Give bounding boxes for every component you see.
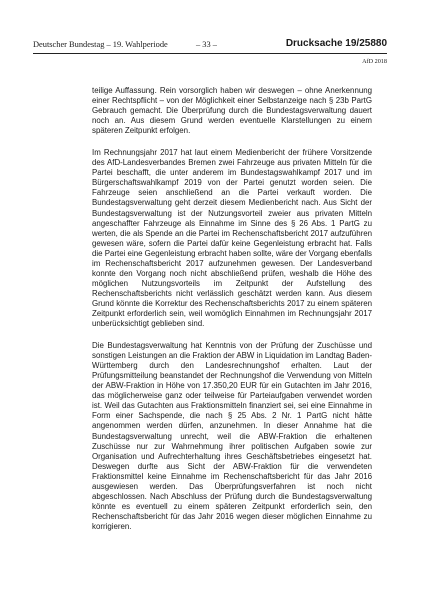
party-year-mark: AfD 2018 [362, 58, 387, 65]
page-number: – 33 – [196, 40, 217, 49]
paragraph: teilige Auffassung. Rein vorsorglich haben wir deswegen – ohne Anerkennung einer Rechtspflicht – von der Möglichkeit einer Selbstanzeige nach § 23b PartG Gebrauch gemacht. Die Überprüfung durch die Bundestagsverwaltung dauert noch an. Aus diesem Grund werden eventuelle Klarstellungen zu einem späteren Zeitpunkt erfolgen. [92, 86, 372, 136]
body-text [92, 86, 372, 544]
paragraph: Im Rechnungsjahr 2017 hat laut einem Medienbericht der frühere Vorsitzende des AfD-Landesverbandes Bremen zwei Fahrzeuge aus privaten Mitteln für die Partei beschafft, die unter anderem im Bundestagswahlkampf 2017 und im Bürgerschaftswahlkampf 2019 von der Partei genutzt worden seien. Die Fahrzeuge seien anschließend an die Partei verkauft worden. Die Bundestagsverwaltung geht derzeit diesem Medienbericht nach. Aus Sicht der Bundestagsverwaltung ist der Nutzungsvorteil zweier aus privaten Mitteln angeschaffter Fahrzeuge als Einnahme im Sinne des § 26 Abs. 1 PartG zu werten, die als Spende an die Partei im Rechenschaftsbericht 2017 aufzuführen gewesen wäre, sofern die Partei dafür keine Gegenleistung erbracht hat. Falls die Partei eine Gegenleistung erbracht haben sollte, wäre der Vorgang ebenfalls im Rechenschaftsbericht 2017 aufzunehmen gewesen. Der Landesverband konnte den Vorgang noch nicht abschließend prüfen, weshalb die Höhe des möglichen Nutzungsvorteils im Zeitpunkt der Aufstellung des Rechenschaftsberichts nicht verlässlich geschätzt werden kann. Aus diesem Grund könnte die Korrektur des Rechenschaftsberichts 2017 zu einem späteren Zeitpunkt erforderlich sein, weil womöglich Einnahmen im Rechnungsjahr 2017 unberücksichtigt geblieben sind. [92, 148, 372, 329]
document-number: Drucksache 19/25880 [285, 38, 387, 49]
header-publication: Deutscher Bundestag – 19. Wahlperiode [33, 40, 168, 49]
header-divider [33, 53, 387, 54]
paragraph: Die Bundestagsverwaltung hat Kenntnis von der Prüfung der Zuschüsse und sonstigen Leistungen an die Fraktion der ABW in Liquidation im Landtag Baden-Württemberg durch den Landesrechnungshof erhalten. Laut der Prüfungsmitteilung beanstandet der Rechnungshof die Verwendung von Mitteln der ABW-Fraktion in Höhe von 17.350,20 EUR für ein Gutachten im Jahr 2016, das möglicherweise ganz oder teilweise für Parteiaufgaben verwendet worden ist. Weil das Gutachten aus Fraktionsmitteln finanziert sei, sei eine Einnahme in Form einer Sachspende, die nach § 25 Abs. 2 Nr. 1 PartG nicht hätte angenommen werden dürfen, anzunehmen. In dieser Annahme hat die Bundestagsverwaltung unrecht, weil die ABW-Fraktion die erhaltenen Zuschüsse nur zur Wahrnehmung ihrer politischen Aufgaben sowie zur Organisation und Aufrechterhaltung ihres Geschäftsbetriebes eingesetzt hat. Deswegen durfte aus Sicht der ABW-Fraktion für die verwendeten Fraktionsmittel keine Einnahme im Rechenschaftsbericht für das Jahr 2016 ausgewiesen werden. Das Überprüfungsverfahren ist noch nicht abgeschlossen. Nach Abschluss der Prüfung durch die Bundestagsverwaltung könnte es eventuell zu einem späteren Zeitpunkt erforderlich sein, den Rechenschaftsbericht für das Jahr 2016 wegen dieser möglichen Einnahme zu korrigieren. [92, 341, 372, 531]
